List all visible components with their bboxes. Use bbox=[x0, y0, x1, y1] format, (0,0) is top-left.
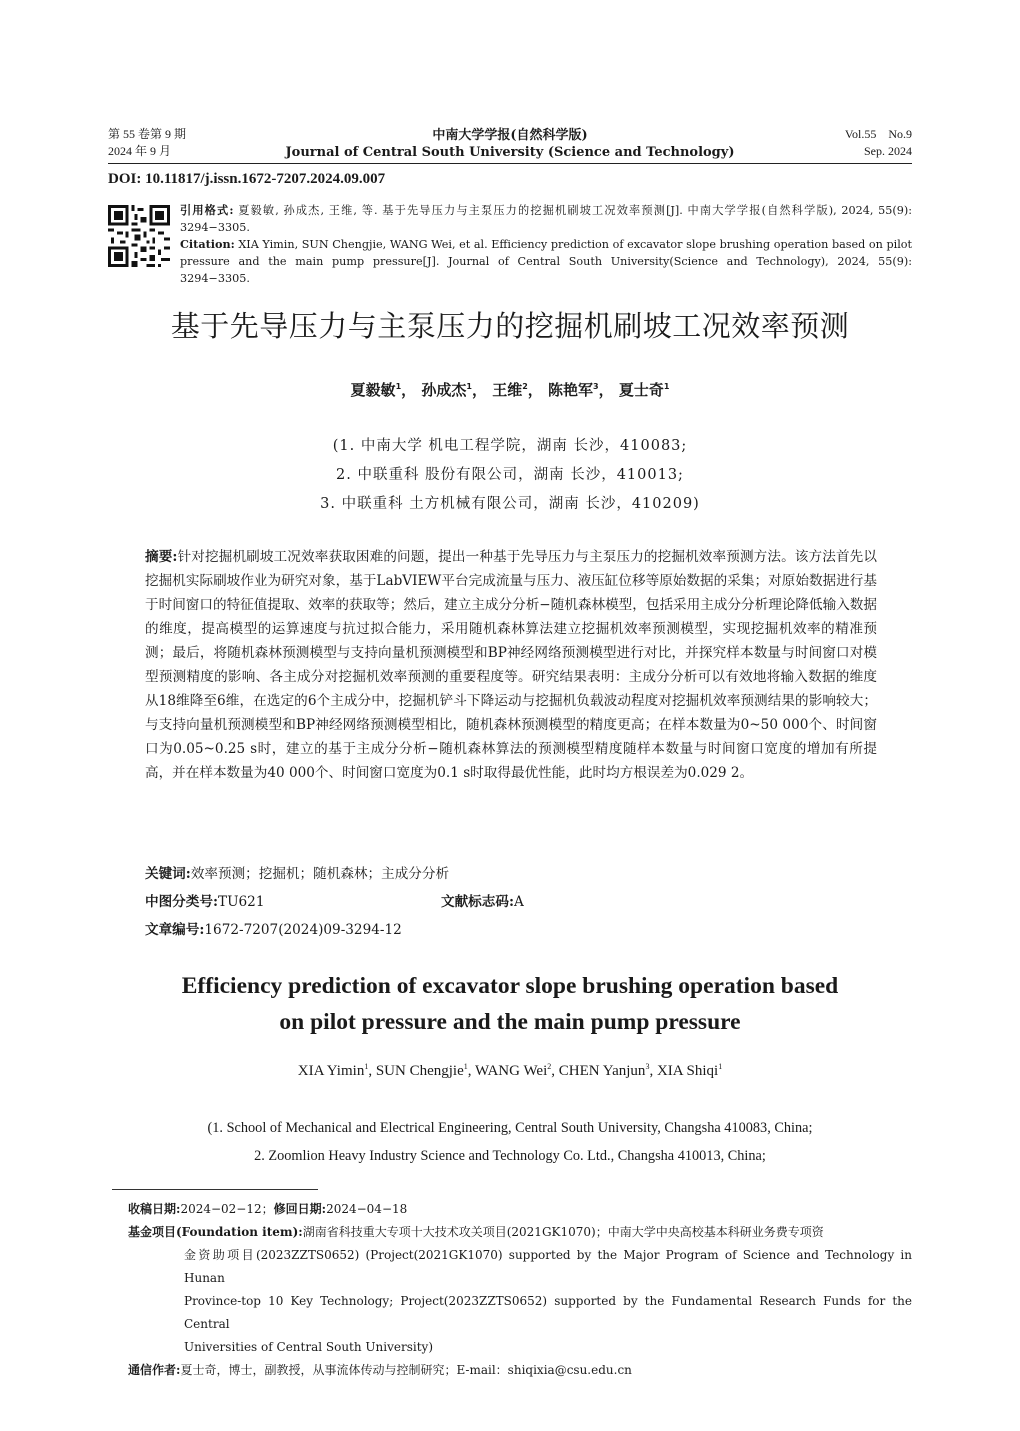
abstract-cn bbox=[145, 545, 877, 785]
header-left bbox=[108, 126, 186, 160]
affiliation-en: 2. Zoomlion Heavy Industry Science and Technology Co. Ltd., Changsha 410013, China; bbox=[254, 1148, 766, 1164]
journal-en: Journal of Central South University (Science and Technology) bbox=[285, 145, 735, 160]
citation-cn bbox=[180, 202, 912, 236]
citation-cn-label: 引用格式: bbox=[180, 203, 234, 217]
author-cn: 王维$^2$ bbox=[492, 381, 528, 399]
author-en: WANG Wei$^2$ bbox=[474, 1062, 552, 1079]
date-en: Sep. 2024 bbox=[864, 144, 912, 158]
citation-en bbox=[180, 236, 912, 287]
volume-cn: 第 55 卷第 9 期 bbox=[108, 127, 187, 141]
author-cn: 孙成杰$^1$ bbox=[421, 381, 472, 399]
affiliation-cn: 3. 中联重科 土方机械有限公司，湖南 长沙，410209) bbox=[320, 496, 700, 512]
author-en: XIA Yimin$^1$ bbox=[297, 1062, 369, 1079]
keywords-block bbox=[145, 862, 877, 942]
citation-block bbox=[180, 202, 912, 287]
qr-code-icon bbox=[108, 205, 170, 267]
volume-en: Vol.55 No.9 bbox=[844, 127, 912, 141]
received-dates: 收稿日期:2024−02−12；修回日期:2024−04−18 bbox=[128, 1202, 408, 1216]
author-en: SUN Chengjie$^1$ bbox=[375, 1062, 468, 1079]
corresponding-author: 通信作者:夏士奇，博士，副教授，从事流体传动与控制研究；E-mail：shiqixia@csu.edu.cn bbox=[128, 1363, 632, 1377]
citation-en-label: Citation: bbox=[180, 237, 235, 251]
article-number: 文章编号:1672-7207(2024)09-3294-12 bbox=[145, 922, 402, 938]
affiliations-cn bbox=[150, 432, 870, 519]
abstract-text: 针对挖掘机刷坡工况效率获取困难的问题，提出一种基于先导压力与主泵压力的挖掘机效率预测方法。该方法首先以挖掘机实际刷坡作业为研究对象，基于LabVIEW平台完成流量与压力、液压缸位移等原始数据的采集；对原始数据进行基于时间窗口的特征值提取、效率的获取等；然后，建立主成分分析−随机森林模型，包括采用主成分分析理论降低输入数据的维度，提高模型的运算速度与抗过拟合能力，采用随机森林算法建立挖掘机效率预测模型，实现挖掘机效率的精准预测；最后，将随机森林预测模型与支持向量机预测模型和BP神经网络预测模型进行对比，并探究样本数量与时间窗口对模型预测精度的影响、各主成分对挖掘机效率预测的重要程度等。研究结果表明：主成分分析可以有效地将输入数据的维度从18维降至6维，在选定的6个主成分中，挖掘机铲斗下降运动与挖掘机负载波动程度对挖掘机效率预测结果的影响较大；与支持向量机预测模型和BP神经网络预测模型相比，随机森林预测模型的精度更高；在样本数量为0~50 000个、时间窗口为0.05~0.25 s时，建立的基于主成分分析−随机森林算法的预测模型精度随样本数量与时间窗口宽度的增加有所提高，并在样本数量为40 000个、时间窗口宽度为0.1 s时取得最优性能，此时均方根误差为0.029 2。 bbox=[145, 549, 877, 781]
classification-row bbox=[145, 890, 877, 914]
author-cn: 陈艳军$^3$ bbox=[548, 381, 599, 399]
citation-cn-text: 夏毅敏, 孙成杰, 王维, 等. 基于先导压力与主泵压力的挖掘机刷坡工况效率预测[J]. 中南大学学报(自然科学版), 2024, 55(9): 3294−3305. bbox=[180, 204, 912, 234]
date-cn: 2024 年 9 月 bbox=[108, 144, 172, 158]
foundation-line: Province-top 10 Key Technology; Project(2023ZZTS0652) supported by the Fundamental Research Funds for the Central bbox=[184, 1294, 912, 1331]
authors-cn: 夏毅敏$^1$， 孙成杰$^1$， 王维$^2$， 陈艳军$^3$， 夏士奇$^1$ bbox=[350, 381, 670, 399]
affiliations-en bbox=[100, 1114, 920, 1170]
foundation-line: Universities of Central South University) bbox=[184, 1340, 433, 1354]
journal-cn: 中南大学学报(自然科学版) bbox=[432, 128, 588, 143]
footnote-rule bbox=[112, 1189, 318, 1190]
foundation-item: 基金项目(Foundation item):湖南省科技重大专项十大技术攻关项目(2021GK1070)；中南大学中央高校基本科研业务费专项资 bbox=[128, 1225, 824, 1239]
authors-en: XIA Yimin$^1$, SUN Chengjie$^1$, WANG Wei$^2$, CHEN Yanjun$^3$, XIA Shiqi$^1$ bbox=[297, 1062, 723, 1079]
author-en: XIA Shiqi$^1$ bbox=[656, 1062, 723, 1079]
affiliation-cn: 2. 中联重科 股份有限公司，湖南 长沙，410013; bbox=[336, 467, 684, 483]
author-en: CHEN Yanjun$^3$ bbox=[558, 1062, 650, 1079]
title-cn: 基于先导压力与主泵压力的挖掘机刷坡工况效率预测 bbox=[170, 309, 850, 343]
footnotes bbox=[128, 1198, 912, 1382]
doi: DOI: 10.11817/j.issn.1672-7207.2024.09.007 bbox=[108, 171, 386, 187]
affiliation-cn: (1. 中南大学 机电工程学院，湖南 长沙，410083; bbox=[332, 438, 688, 454]
doc-code: 文献标志码:A bbox=[441, 894, 524, 910]
affiliation-en: (1. School of Mechanical and Electrical Engineering, Central South University, Changsha 410083, China; bbox=[207, 1120, 813, 1136]
abstract-label: 摘要: bbox=[145, 549, 178, 565]
foundation-line: 金资助项目(2023ZZTS0652) (Project(2021GK1070) supported by the Major Program of Science and Technology in Hunan bbox=[184, 1248, 912, 1285]
citation-en-text: XIA Yimin, SUN Chengjie, WANG Wei, et al. Efficiency prediction of excavator slope brushing operation based on pilot pressure and the main pump pressure[J]. Journal of Central South University(Science and Technology), 2024, 55(9): 3294−3305. bbox=[180, 238, 913, 285]
header-right bbox=[845, 126, 912, 160]
author-cn: 夏士奇$^1$ bbox=[618, 381, 670, 399]
classification: 中图分类号:TU621 bbox=[145, 894, 265, 910]
header-rule bbox=[108, 163, 912, 164]
header-journal bbox=[260, 127, 760, 161]
author-cn: 夏毅敏$^1$ bbox=[350, 381, 402, 399]
keywords: 关键词:效率预测；挖掘机；随机森林；主成分分析 bbox=[145, 866, 450, 882]
title-en: Efficiency prediction of excavator slope brushing operation based on pilot pressure and the main pump pressure bbox=[181, 973, 839, 1035]
